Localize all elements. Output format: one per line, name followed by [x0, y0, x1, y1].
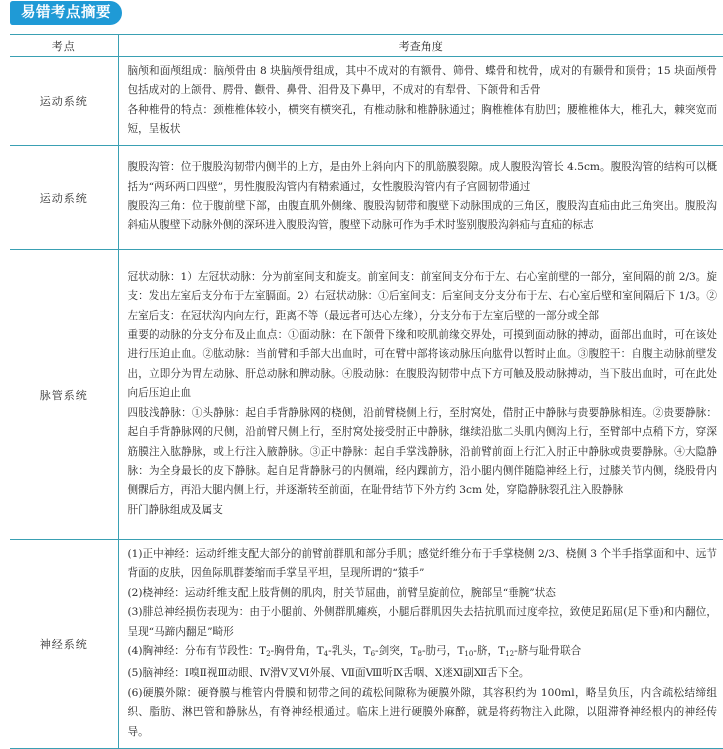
segment: $T_{10}-$脐，: [457, 645, 499, 658]
segment: $T_2-$胸骨角，: [259, 645, 317, 658]
table-row: [10, 57, 723, 146]
paragraph: 四肢浅静脉：①头静脉：起自手背静脉网的桡侧，沿前臂桡侧上行，至肘窝处，借肘正中静脉与贵要静脉相连。②贵要静脉：起自手背静脉网的尺侧，沿前臂尺侧上行，至肘窝处接受肘正中静脉，继续沿肱二头肌内侧沟上行，至臂部中点稍下方，穿深筋膜注入肱静脉，或上行注入腋静脉。③正中静脉：起自手掌浅静脉，沿前臂前面上行汇入肘正中静脉或贵要静脉。④大隐静脉：为全身最长的皮下静脉。起自足背静脉弓的内侧端，经内踝前方，沿小腿内侧伴随隐神经上行，过膝关节内侧，绕股骨内侧髁后方，再沿大腿内侧上行，并逐渐转至前面，在耻骨结节下外方约 3cm 处，穿隐静脉裂孔注入股静脉: [127, 406, 717, 497]
content-cell: [118, 540, 723, 749]
paragraph: (2)桡神经：运动纤维支配上肢背侧的肌肉，肘关节屈曲，前臂呈旋前位，腕部呈“垂腕”状态: [127, 586, 556, 599]
section-title-tab: 易错考点摘要: [10, 1, 122, 25]
content-cell: [118, 57, 723, 146]
paragraph: 重要的动脉的分支分布及止血点：①面动脉：在下颌骨下缘和咬肌前缘交界处，可摸到面动脉的搏动，面部出血时，可在该处进行压迫止血。②肱动脉：当前臂和手部大出血时，可在臂中部将该动脉压向肱骨以暂时止血。③腹腔干：自腹主动脉前壁发出，立即分为胃左动脉、肝总动脉和脾动脉。④股动脉：在腹股沟韧带中点下方可触及股动脉搏动，当下肢出血时，可在此处向后压迫止血: [127, 329, 717, 400]
topic-cell: 运动系统: [10, 57, 118, 146]
paragraph: 冠状动脉：1）左冠状动脉：分为前室间支和旋支。前室间支：前室间支分布于左、右心室前壁的一部分，室间隔的前 2/3。旋支：发出左室后支分布于左室膈面。2）右冠状动脉：①后室间支：后室间支分支分布于左、右心室后壁和室间隔后下 1/3。②左室后支：在冠状沟内向左行，距离不等（最远者可达心左缘），分支分布于左室后壁的一部分或全部: [127, 270, 717, 322]
content-cell: [118, 146, 723, 250]
segment: $T_8-$肋弓，: [410, 645, 458, 658]
paragraph: 脑颅和面颅组成：脑颅骨由 8 块脑颅骨组成，其中不成对的有额骨、筛骨、蝶骨和枕骨，成对的有颞骨和顶骨；15 块面颅骨包括成对的上颌骨、腭骨、颧骨、鼻骨、泪骨及下鼻甲，不成对的有犁骨、下颌骨和舌骨: [127, 64, 717, 97]
summary-table: [10, 34, 723, 749]
paragraph: 各种椎骨的特点：颈椎椎体较小，横突有横突孔，有椎动脉和椎静脉通过；胸椎椎体有肋凹；腰椎椎体大，椎孔大，棘突宽而短，呈板状: [127, 103, 717, 135]
topic-cell: 脉管系统: [10, 250, 118, 540]
segment: $T_4-$乳头，: [316, 645, 364, 658]
paragraph: (6)硬膜外隙：硬脊膜与椎管内骨膜和韧带之间的疏松间隙称为硬膜外隙，其容积约为 100ml，略呈负压，内含疏松结缔组织、脂肪、淋巴管和静脉丛，有脊神经根通过。临床上进行硬膜外麻醉，就是将药物注入此隙，以阻滞脊神经根内的神经传导。: [127, 686, 717, 738]
thoracic-nerve-paragraph: [128, 642, 718, 664]
paragraph: (5)脑神经：Ⅰ嗅Ⅱ视Ⅲ动眼、Ⅳ滑Ⅴ叉Ⅵ外展、Ⅶ面Ⅷ听Ⅸ舌咽、Ⅹ迷Ⅺ副Ⅻ舌下全。: [127, 667, 530, 680]
thoracic-prefix: (4)胸神经：分布有节段性：: [127, 645, 260, 657]
segment: $T_{12}-$脐与耻骨联合: [498, 645, 582, 658]
content-cell: [118, 250, 723, 540]
column-header-topic: 考点: [10, 35, 118, 57]
paragraph: 肝门静脉组成及属支: [127, 503, 223, 516]
table-row: [10, 146, 723, 250]
paragraph: (1)正中神经：运动纤维支配大部分的前臂前群肌和部分手肌；感觉纤维分布于手掌桡侧 2/3、桡侧 3 个半手指掌面和中、远节背面的皮肤，因鱼际肌群萎缩而手掌呈平坦，呈现所谓的“猿手”: [127, 547, 717, 580]
topic-cell: 神经系统: [10, 540, 118, 749]
column-header-angle: 考查角度: [118, 35, 723, 57]
table-row: [10, 250, 723, 540]
paragraph: 腹股沟三角：位于腹前壁下部，由腹直肌外侧缘、腹股沟韧带和腹壁下动脉围成的三角区，腹股沟直疝由此三角突出。腹股沟斜疝从腹壁下动脉外侧的深环进入腹股沟管，腹壁下动脉可作为手术时鉴别腹股沟斜疝与直疝的标志: [127, 200, 717, 232]
topic-cell: 运动系统: [10, 146, 118, 250]
segment: $T_6-$剑突，: [363, 645, 411, 658]
paragraph: 腹股沟管：位于腹股沟韧带内侧半的上方，是由外上斜向内下的肌筋膜裂隙。成人腹股沟管长 4.5cm。腹股沟管的结构可以概括为“两环两口四壁”，男性腹股沟管内有精索通过，女性腹股沟管内有子宫圆韧带通过: [127, 161, 717, 193]
paragraph: (3)腓总神经损伤表现为：由于小腿前、外侧群肌瘫痪，小腿后群肌因失去拮抗肌而过度牵拉，致使足跖屈(足下垂)和内翻位，呈现“马蹄内翻足”畸形: [127, 606, 717, 638]
table-header-row: [10, 35, 723, 57]
table-row: [10, 540, 723, 749]
